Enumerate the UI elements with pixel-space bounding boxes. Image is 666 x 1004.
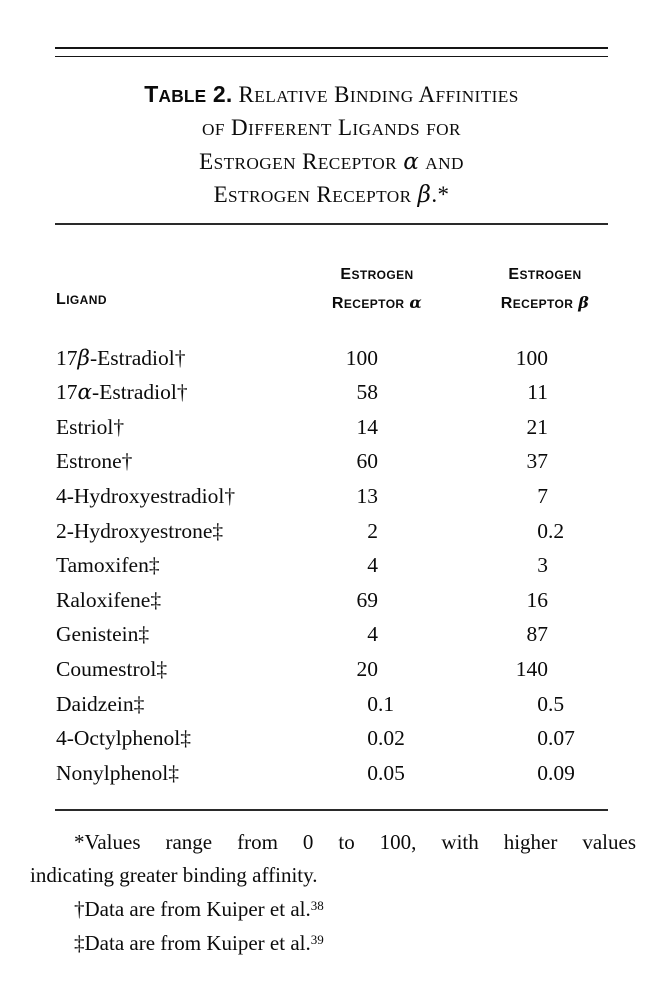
column-header-ligand: LIGAND [56, 291, 107, 308]
title-line-2: OF DIFFERENT LIGANDS FOR [202, 115, 461, 141]
column-header-er-alpha-line1: ESTROGEN [340, 266, 414, 283]
table-row: 17β-Estradiol† 100 100 [56, 345, 548, 371]
table-title [55, 79, 608, 213]
table-row: Tamoxifen‡ 4 3 [56, 553, 548, 578]
table-number-label: TABLE 2. [144, 81, 233, 107]
ligand-cell: 4-Hydroxyestradiol† [56, 483, 236, 508]
ligand-cell: Estriol† [56, 414, 125, 439]
ligand-cell: Coumestrol‡ [56, 656, 168, 681]
ligand-cell: Genistein‡ [56, 622, 150, 647]
ligand-cell: 17α-Estradiol† [56, 380, 188, 406]
column-header-er-beta-line2: RECEPTOR β [500, 293, 590, 313]
column-header-er-beta [460, 261, 630, 319]
footnote-star-line1: *Values range from 0 to 100, with higher values [74, 830, 636, 854]
top-double-rule [55, 47, 608, 57]
ligand-cell: Tamoxifen‡ [56, 553, 160, 578]
ligand-cell: 4-Octylphenol‡ [56, 726, 191, 751]
reference-number-39: 39 [310, 932, 324, 948]
ligand-cell: Estrone† [56, 449, 133, 474]
footnote-dagger [30, 893, 636, 928]
column-header-er-alpha-line2: RECEPTOR α [331, 293, 423, 313]
table-row: Genistein‡ 4 87 [56, 622, 548, 647]
footnote-double-dagger-text: ‡Data are from Kuiper et al. [74, 931, 311, 955]
table-row: Estrone† 60 37 [56, 449, 548, 474]
footnote-star-line2: indicating greater binding affinity. [30, 863, 318, 887]
table-bottom-rule [55, 809, 608, 811]
title-line-3: ESTROGEN RECEPTOR α AND [199, 148, 464, 175]
footnote-double-dagger [30, 927, 636, 962]
ligand-cell: 17β-Estradiol† [56, 345, 186, 371]
title-line-4: ESTROGEN RECEPTOR β.* [213, 182, 450, 209]
footnote-dagger-text: †Data are from Kuiper et al. [74, 897, 311, 921]
title-separator-rule [55, 223, 608, 225]
ligand-cell: 2-Hydroxyestrone‡ [56, 518, 224, 543]
table-row: 17α-Estradiol† 58 11 [56, 380, 548, 406]
column-header-er-alpha [292, 261, 462, 319]
ligand-cell: Raloxifene‡ [56, 587, 162, 612]
ligand-cell: Daidzein‡ [56, 691, 145, 716]
title-line-1-text: RELATIVE BINDING AFFINITIES [238, 82, 519, 107]
table-row: 2-Hydroxyestrone‡ 2 0 .2 [56, 518, 565, 543]
table-row: Daidzein‡ 0 .1 0 .5 [56, 691, 565, 716]
table-row: 4-Hydroxyestradiol† 13 7 [56, 483, 548, 508]
table-row: 4-Octylphenol‡ 0 .02 0 .07 [56, 726, 575, 751]
title-line-1 [55, 79, 608, 112]
column-header-er-beta-line1: ESTROGEN [508, 266, 582, 283]
table-row: Raloxifene‡ 69 16 [56, 587, 548, 612]
ligand-cell: Nonylphenol‡ [56, 760, 180, 785]
reference-number-38: 38 [310, 898, 324, 914]
footnote-star [30, 826, 636, 892]
table-row: Coumestrol‡ 20 140 [56, 656, 548, 681]
table-row: Nonylphenol‡ 0 .05 0 .09 [56, 760, 575, 785]
table-row: Estriol† 14 21 [56, 414, 548, 439]
